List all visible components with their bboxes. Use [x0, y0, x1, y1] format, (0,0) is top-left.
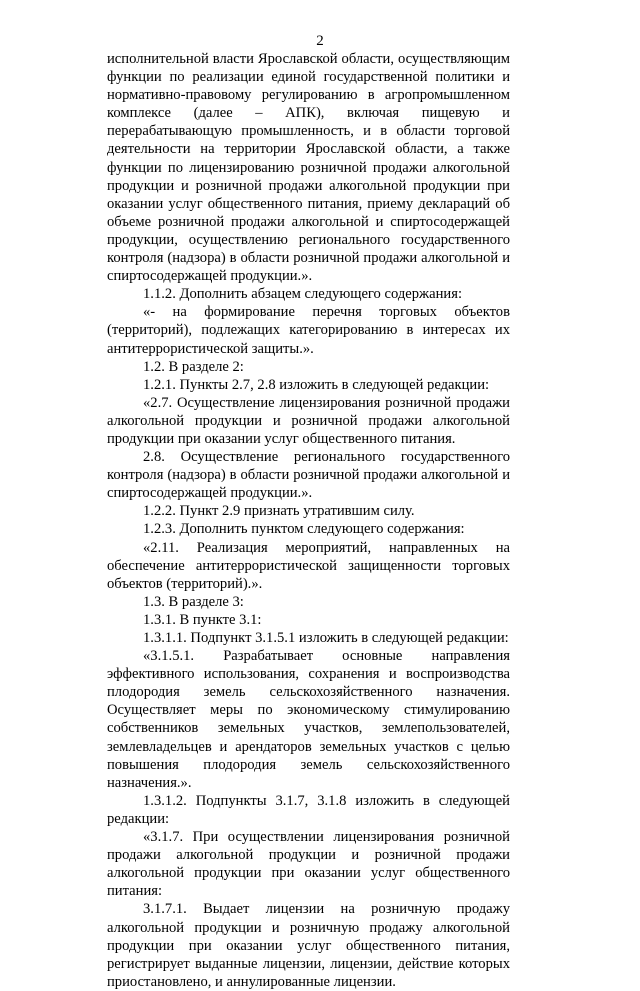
paragraph: 1.1.2. Дополнить абзацем следующего содержания: [143, 286, 463, 303]
paragraph: исполнительной власти Ярославской области, осуществляющим функции по реализации единой государственной политики и нормативно-правовому регулированию в агропромышленном комплексе (далее – АПК), включая пищевую и перерабатывающую промышленность, и в области торговой деятельности на территории Ярославской области, а также функции по лицензированию розничной продажи алкогольной продукции и розничной продажи алкогольной продукции при оказании услуг общественного питания, приему деклараций об объеме розничной продажи алкогольной и спиртосодержащей продукции, осуществлению регионального государственного контроля (надзора) в области розничной продажи алкогольной и спиртосодержащей продукции.». [107, 51, 510, 285]
paragraph: «2.7. Осуществление лицензирования розничной продажи алкогольной продукции и розничной продажи алкогольной продукции при оказании услуг общественного питания. [107, 394, 510, 447]
paragraph: «2.11. Реализация мероприятий, направленных на обеспечение антитеррористической защищенности торговых объектов (территорий).». [107, 539, 510, 592]
paragraph: «3.1.7. При осуществлении лицензирования розничной продажи алкогольной продукции и розничной продажи алкогольной продукции при оказании услуг общественного питания: [107, 829, 510, 900]
paragraph: «3.1.5.1. Разрабатывает основные направления эффективного использования, сохранения и воспроизводства плодородия земель сельскохозяйственного назначения. Осуществляет меры по экономическому стимулированию собственников земельных участков, землепользователей, землевладельцев и арендаторов земельных участков с целью повышения плодородия земель сельскохозяйственного назначения.». [107, 648, 510, 791]
document-body [107, 50, 510, 991]
paragraph: «- на формирование перечня торговых объектов (территорий), подлежащих категорированию в интересах их антитеррористической защиты.». [107, 304, 510, 357]
paragraph: 2.8. Осуществление регионального государственного контроля (надзора) в области розничной продажи алкогольной и спиртосодержащей продукции.». [107, 449, 510, 502]
paragraph: 1.3.1.2. Подпункты 3.1.7, 3.1.8 изложить в следующей редакции: [107, 792, 510, 827]
paragraph: 1.3. В разделе 3: [143, 593, 244, 610]
paragraph: 1.2.2. Пункт 2.9 признать утратившим силу. [143, 503, 415, 520]
paragraph: 1.2.1. Пункты 2.7, 2.8 изложить в следующей редакции: [143, 376, 490, 393]
paragraph: 3.1.7.1. Выдает лицензии на розничную продажу алкогольной продукции и розничную продажу алкогольной продукции при оказании услуг общественного питания, регистрирует выданные лицензии, лицензии, действие которых приостановлено, и аннулированные лицензии. [107, 901, 510, 990]
page-number: 2 [316, 33, 324, 49]
paragraph: 1.3.1.1. Подпункт 3.1.5.1 изложить в следующей редакции: [143, 630, 509, 646]
paragraph: 1.2. В разделе 2: [143, 358, 244, 375]
paragraph: 1.2.3. Дополнить пунктом следующего содержания: [143, 521, 465, 538]
paragraph: 1.3.1. В пункте 3.1: [143, 611, 262, 628]
